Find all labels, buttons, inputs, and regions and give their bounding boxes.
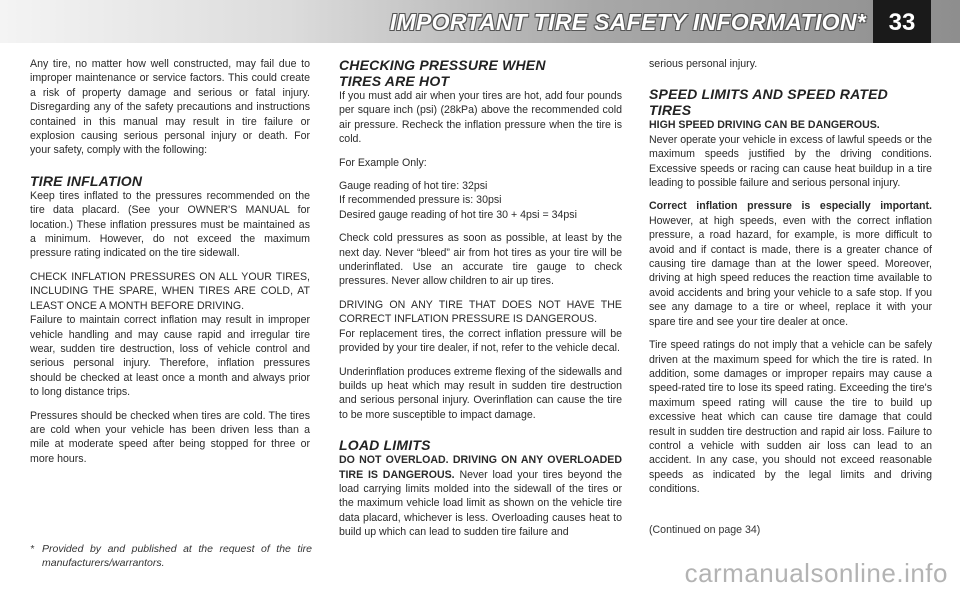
footnote-text: Provided by and published at the request of the tire manufacturers/warrantors. — [42, 543, 312, 569]
load-limits-heading: LOAD LIMITS — [339, 437, 431, 454]
page-header — [0, 0, 960, 43]
continued-text: serious personal injury. — [649, 58, 758, 70]
example-label: For Example Only: — [339, 156, 427, 169]
load-limits-body: Never load your tires beyond the load carrying limits molded into the sidewall of the tires or the maximum vehicle load limit as shown on the vehicle tire data placard, whichever is less. Overloading causes heat to build up which can lead to sudden tire failure and — [339, 468, 622, 539]
cold-check-paragraph: Check cold pressures as soon as possible, at least by the next day. Never “bleed” air from hot tires as your tire will be underinflated. Use an accurate tire gauge to check pressures. Never allow children to air up tires. — [339, 232, 622, 288]
pressure-warning: DRIVING ON ANY TIRE THAT DOES NOT HAVE THE CORRECT INFLATION PRESSURE IS DANGEROUS. — [339, 298, 622, 326]
inflation-paragraph: Keep tires inflated to the pressures recommended on the tire data placard. (See your OWNER'S MANUAL for location.) These inflation pressures must be maintained as a minimum. However, do not exceed the maximum pressure rating indicated on the tire sidewall. — [30, 189, 310, 260]
example-line-2: If recommended pressure is: 30psi — [339, 194, 502, 207]
inflation-importance-paragraph — [649, 199, 932, 329]
example-line-3: Desired gauge reading of hot tire 30 + 4psi = 34psi — [339, 208, 577, 221]
inflation-importance-body: However, at high speeds, even with the correct inflation pressure, a road hazard, for example, is more difficult to avoid and if contact is made, there is a greater chance of causing tire damage than at the lower speed. Moreover, driving at high speed reduces the reaction time available to avoid accidents and bring your vehicle to a safe stop. If you see any damage to a tire or wheel, replace it with your spare tire and see your tire dealer at once. — [649, 214, 932, 328]
intro-paragraph: Any tire, no matter how well constructed, may fail due to improper maintenance or service factors. This could create a risk of property damage and serious or fatal injury. Disregarding any of the safety precautions and instructions contained in this manual may result in tire failure or explosion causing serious personal injury or death. For your safety, comply with the following: — [30, 58, 310, 157]
example-line-1: Gauge reading of hot tire: 32psi — [339, 180, 488, 193]
inflation-warning: CHECK INFLATION PRESSURES ON ALL YOUR TIRES, INCLUDING THE SPARE, WHEN TIRES ARE COLD, AT LEAST ONCE A MONTH BEFORE DRIVING. — [30, 270, 310, 312]
speed-heading-line2: TIRES — [649, 102, 692, 119]
hot-tires-paragraph: If you must add air when your tires are hot, add four pounds per square inch (psi) (28kPa) above the recommended cold air pressure. Recheck the inflation pressure when the tire is cold. — [339, 90, 622, 146]
tire-inflation-heading: TIRE INFLATION — [30, 172, 143, 189]
speed-lead: HIGH SPEED DRIVING CAN BE DANGEROUS. — [649, 119, 880, 132]
inflation-importance-lead: Correct inflation pressure is especially important. — [649, 200, 932, 213]
column-left — [30, 57, 310, 475]
load-limits-lead: DO NOT OVERLOAD. DRIVING ON ANY OVERLOADED TIRE IS DANGEROUS. — [339, 454, 622, 481]
hot-tires-heading-line2: TIRES ARE HOT — [339, 73, 450, 89]
cold-tires-paragraph: Pressures should be checked when tires are cold. The tires are cold when your vehicle has been driven less than a mile at moderate speed after being stopped for three or more hours. — [30, 409, 310, 465]
watermark: carmanualsonline.info — [684, 558, 948, 588]
page-number: 33 — [873, 0, 931, 43]
replacement-tires-paragraph: For replacement tires, the correct inflation pressure will be provided by your tire dealer, if not, refer to the vehicle decal. — [339, 327, 622, 355]
speed-heading-line1: SPEED LIMITS AND SPEED RATED — [649, 86, 888, 103]
speed-paragraph: Never operate your vehicle in excess of lawful speeds or the maximum speeds justified by the driving conditions. Excessive speeds or racing can cause heat buildup in a tire leading to possible failure and serious personal injury. — [649, 133, 932, 190]
continued-on-page: (Continued on page 34) — [649, 524, 761, 536]
underinflation-paragraph: Underinflation produces extreme flexing of the sidewalls and builds up heat which may result in sudden tire destruction and serious personal injury. Overinflation can cause the tire to be more susceptible to impact damage. — [339, 365, 622, 421]
load-limits-paragraph — [339, 453, 622, 539]
hot-tires-heading-line1: CHECKING PRESSURE WHEN — [339, 57, 546, 73]
page-title: IMPORTANT TIRE SAFETY INFORMATION* — [389, 9, 866, 35]
footnote — [30, 543, 312, 570]
speed-ratings-paragraph: Tire speed ratings do not imply that a vehicle can be safely driven at the maximum speed for which the tire is rated. In addition, some damages or improper repairs may cause a speed-rated tire to lose its speed rating. Exceeding the tire's maximum speed rating will cause the tire to build up excessive heat which can cause tire damage that could result in sudden tire destruction and rapid air loss. Failure to control a vehicle with sudden air loss can lead to an accident. In any case, you should not exceed reasonable speeds as indicated by the legal limits and driving conditions. — [649, 339, 932, 496]
column-middle — [339, 57, 622, 549]
column-right — [649, 57, 932, 506]
inflation-failure-paragraph: Failure to maintain correct inflation may result in improper vehicle handling and may cause rapid and irregular tire wear, sudden tire destruction, loss of vehicle control and serious personal injury. Therefore, inflation pressures should be checked at least once a month and always prior to long distance trips. — [30, 314, 310, 399]
footnote-marker: * — [30, 543, 35, 555]
